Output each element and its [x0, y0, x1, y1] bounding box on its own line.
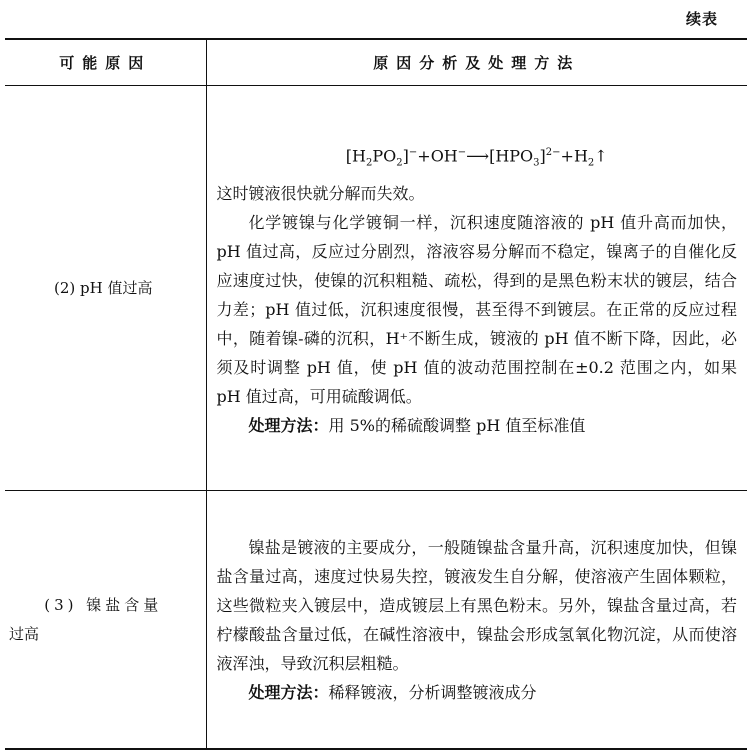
cause-line-2: 过高 — [9, 624, 40, 643]
table-row — [5, 86, 747, 491]
cause-nickel-salt-high — [5, 491, 206, 750]
analysis-ph-high — [206, 86, 747, 491]
analysis-paragraph: 化学镀镍与化学镀铜一样，沉积速度随溶液的 pH 值升高而加快，pH 值过高，反应过分剧烈，溶液容易分解而不稳定，镍离子的自催化反应速度过快，使镍的沉积粗糙、疏松，得到的是黑色粉末状的镀层，结合力差；pH 值过低，沉积速度很慢，甚至得不到镀层。在正常的反应过程中，随着镍-磷的沉积，H⁺不断生成，镀液的 pH 值不断下降，因此，必须及时调整 pH 值，使 pH 值的波动范围控制在±0.2 范围之内，如果 pH 值过高，可用硫酸调低。 — [216, 212, 737, 406]
chemical-equation: $[H_2PO_2]^-+OH^-⟶[HPO_3]^{2-}+H_2↑$ — [345, 146, 608, 169]
method-text: 用 5%的稀硫酸调整 pH 值至标准值 — [328, 415, 586, 435]
method-label: 处理方法： — [248, 415, 329, 435]
analysis-nickel-salt-high — [206, 491, 747, 750]
continued-label: 续表 — [685, 10, 718, 28]
intro-text: 这时镀液很快就分解而失效。 — [216, 183, 425, 203]
cause-line-1: (3) 镍盐含量 — [44, 595, 163, 614]
method-label: 处理方法： — [248, 682, 329, 702]
method-text: 稀释镀液，分析调整镀液成分 — [328, 682, 537, 702]
table-header-row — [5, 39, 747, 86]
header-analysis-method: 原因分析及处理方法 — [206, 39, 747, 86]
treatment-method — [217, 678, 738, 707]
header-possible-cause: 可能原因 — [5, 39, 206, 86]
analysis-paragraph: 镍盐是镀液的主要成分，一般随镍盐含量升高，沉积速度加快，但镍盐含量过高，速度过快易失控，镀液发生自分解，使溶液产生固体颗粒，这些微粒夹入镀层中，造成镀层上有黑色粉末。另外，镍盐含量过高，若柠檬酸盐含量过低，在碱性溶液中，镍盐会形成氢氧化物沉淀，从而使溶液浑浊，导致沉积层粗糙。 — [216, 537, 737, 673]
table-row — [5, 491, 747, 750]
treatment-method — [217, 411, 738, 440]
cause-ph-high: (2) pH 值过高 — [5, 86, 206, 491]
causes-table — [5, 38, 747, 750]
gas-arrow-icon: ↑ — [594, 146, 608, 166]
